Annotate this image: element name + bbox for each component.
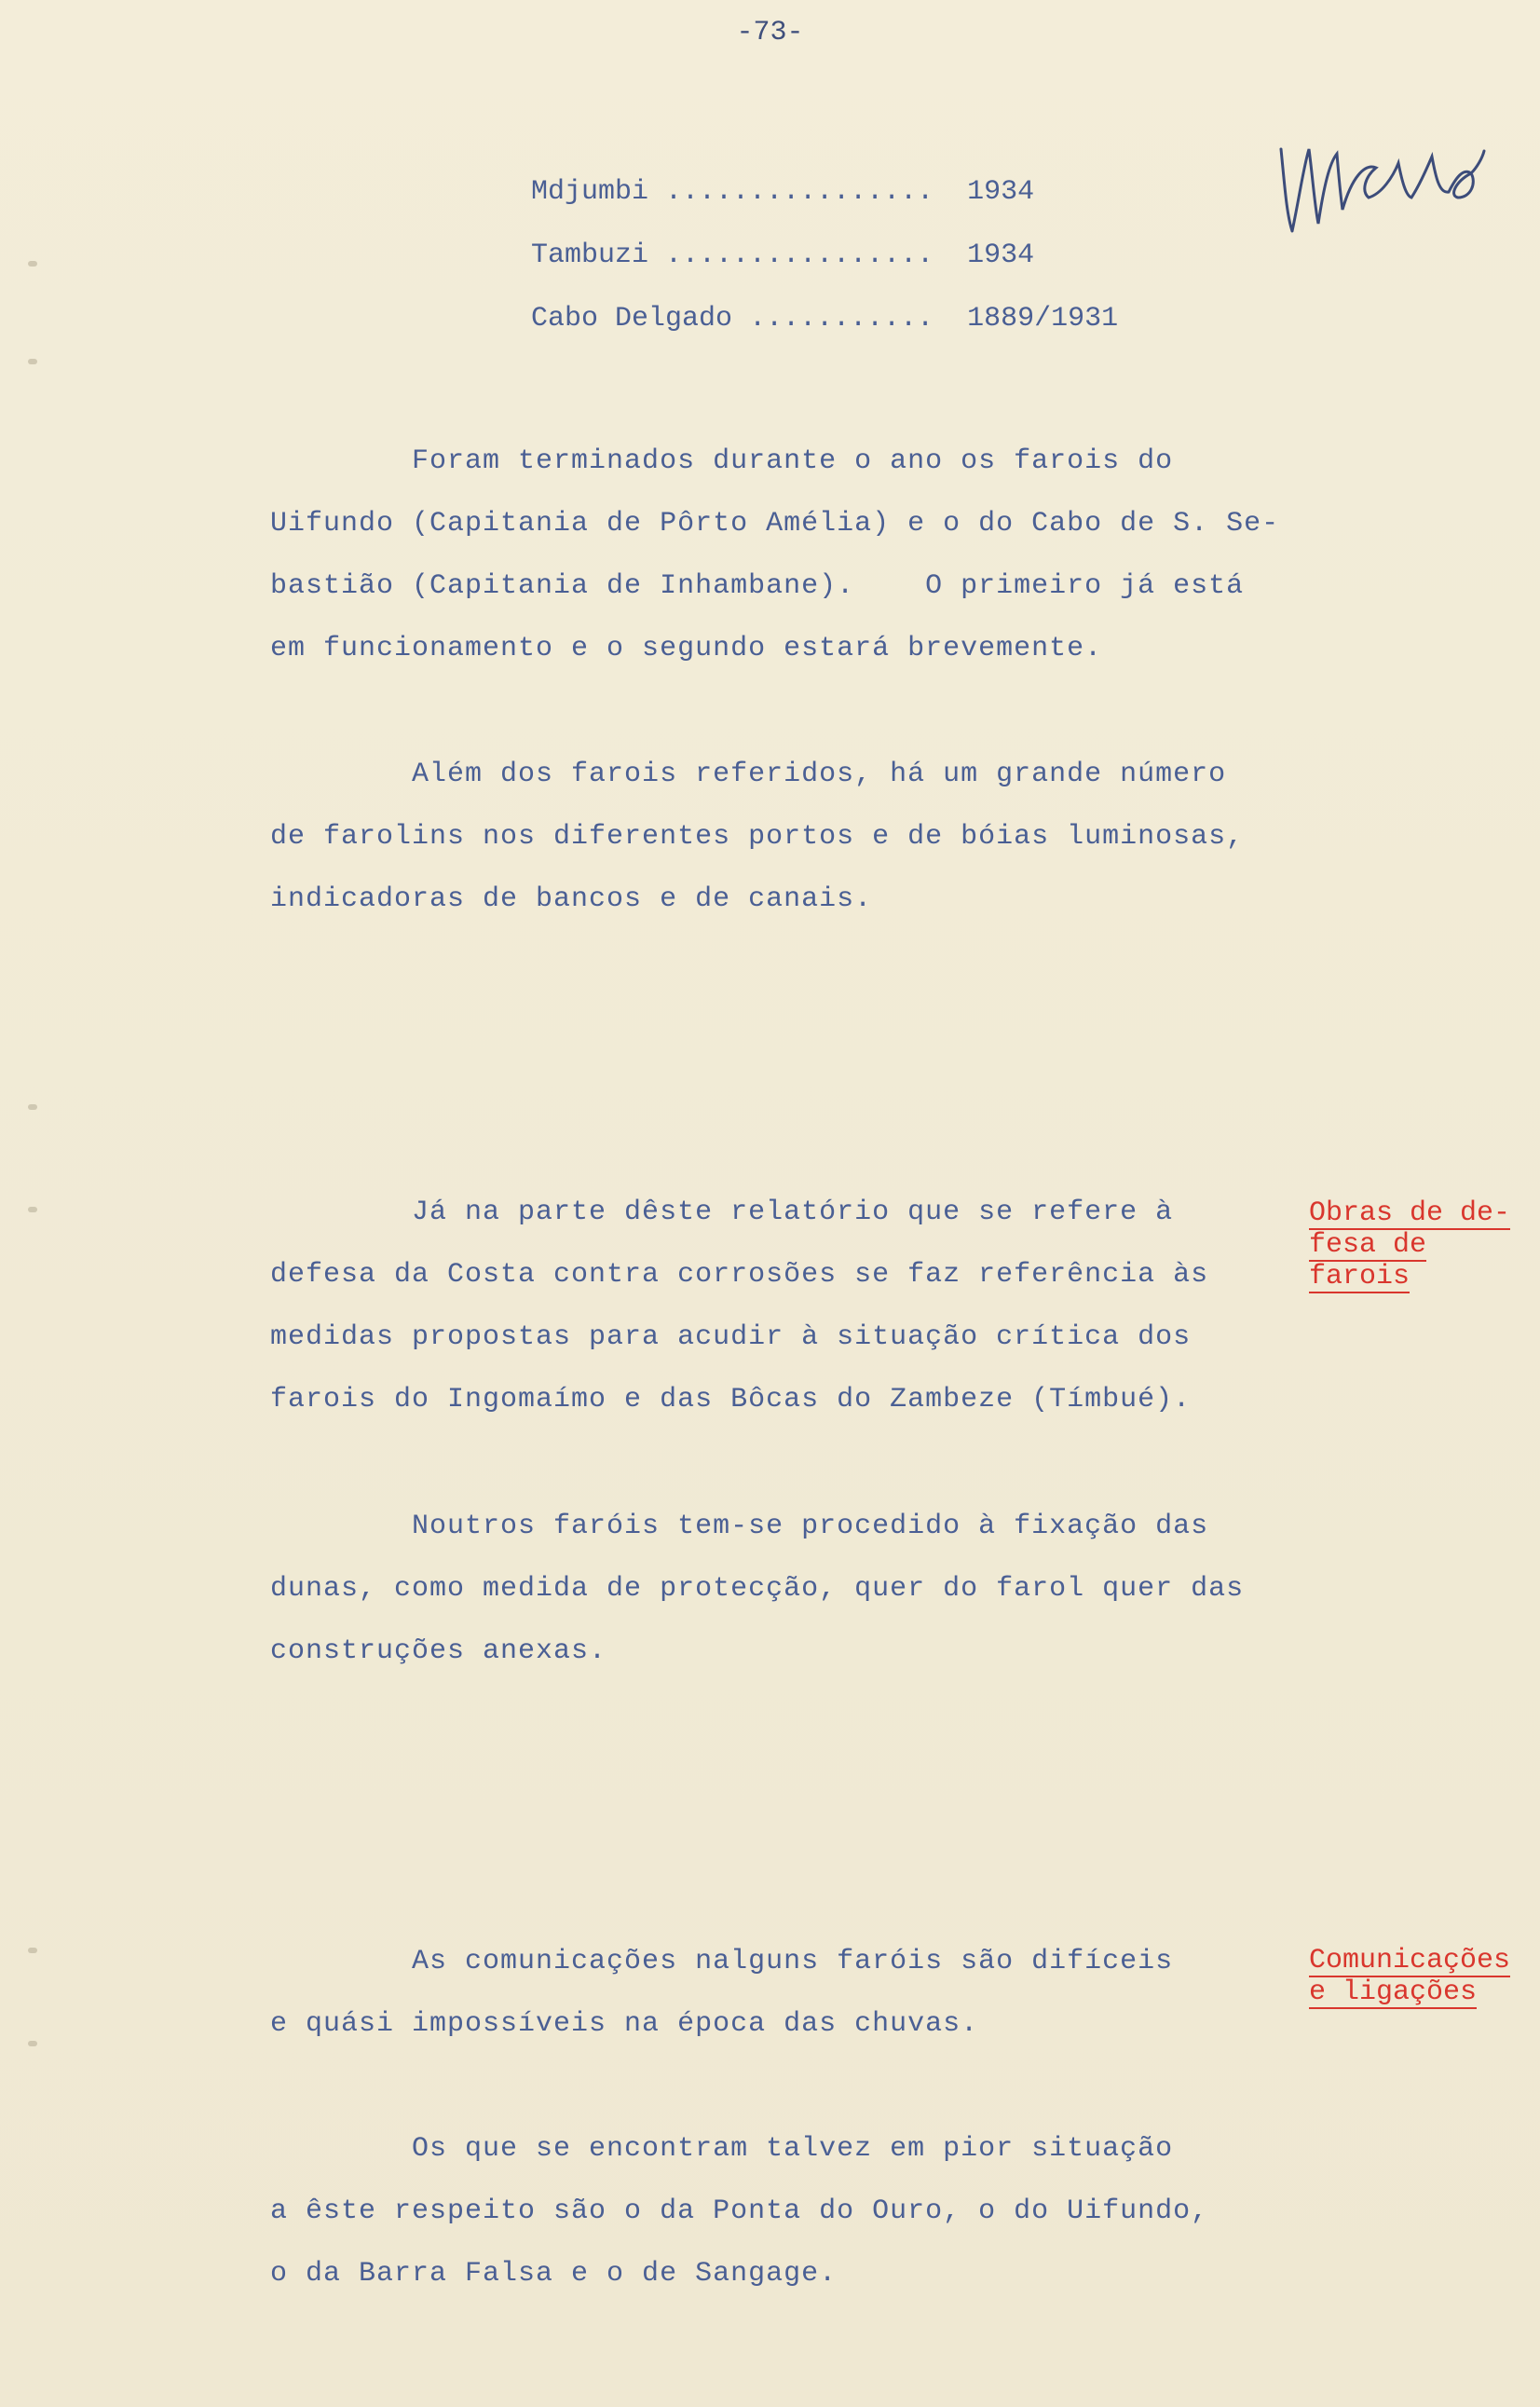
punch-mark — [28, 261, 37, 267]
punch-mark — [28, 2041, 37, 2046]
text-line: Noutros faróis tem-se procedido à fixação das — [270, 1511, 1209, 1542]
list-item — [531, 224, 1118, 287]
margin-note-line: e ligações — [1309, 1976, 1478, 2008]
lighthouse-year: 1889/1931 — [967, 303, 1119, 335]
paragraph-coast-defense — [270, 1182, 1332, 1431]
text-line: Além dos farois referidos, há um grande número — [270, 759, 1227, 790]
text-line: indicadoras de bancos e de canais. — [270, 883, 873, 915]
margin-note-line: farois — [1309, 1261, 1411, 1292]
text-line: e quási impossíveis na época das chuvas. — [270, 2008, 979, 2040]
lighthouse-name: Mdjumbi — [531, 176, 649, 208]
margin-note-defense-works — [1309, 1198, 1510, 1293]
text-line: Já na parte dêste relatório que se refere à — [270, 1197, 1174, 1228]
text-line: medidas propostas para acudir à situação crítica dos — [270, 1321, 1192, 1353]
text-line: farois do Ingomaímo e das Bôcas do Zambeze (Tímbué). — [270, 1384, 1192, 1415]
text-line: defesa da Costa contra corrosões se faz referência às — [270, 1259, 1209, 1291]
text-line: de farolins nos diferentes portos e de bóias luminosas, — [270, 821, 1245, 853]
paragraph-communications — [270, 1931, 1332, 2056]
lighthouse-name: Cabo Delgado — [531, 303, 733, 335]
margin-note-line: Obras de de- — [1309, 1197, 1511, 1229]
margin-note-communications — [1309, 1946, 1510, 2009]
leader-dots: ........... — [749, 303, 934, 335]
handwritten-signature — [1272, 112, 1486, 242]
punch-mark — [28, 359, 37, 364]
text-line: Uifundo (Capitania de Pôrto Amélia) e o do Cabo de S. Se- — [270, 508, 1280, 540]
leader-dots: ................ — [665, 239, 934, 271]
leader-dots: ................ — [665, 176, 934, 208]
text-line: em funcionamento e o segundo estará brevemente. — [270, 633, 1103, 664]
list-item — [531, 160, 1118, 224]
lighthouse-list — [531, 160, 1118, 350]
text-line: o da Barra Falsa e o de Sangage. — [270, 2258, 838, 2290]
punch-mark — [28, 1207, 37, 1212]
lighthouse-year: 1934 — [967, 176, 1035, 208]
margin-note-line: Comunicações — [1309, 1945, 1511, 1976]
paragraph-lighthouses-finished — [270, 431, 1332, 680]
page-number: -73- — [736, 17, 804, 48]
text-line: Os que se encontram talvez em pior situação — [270, 2133, 1174, 2165]
paragraph-worst-situation — [270, 2118, 1332, 2305]
text-line: a êste respeito são o da Ponta do Ouro, o do Uifundo, — [270, 2195, 1209, 2227]
punch-mark — [28, 1104, 37, 1110]
text-line: dunas, como medida de protecção, quer do farol quer das — [270, 1573, 1245, 1605]
lighthouse-name: Tambuzi — [531, 239, 649, 271]
punch-mark — [28, 1948, 37, 1953]
lighthouse-year: 1934 — [967, 239, 1035, 271]
text-line: bastião (Capitania de Inhambane). O primeiro já está — [270, 570, 1245, 602]
text-line: construções anexas. — [270, 1635, 607, 1667]
paragraph-farolins — [270, 744, 1332, 931]
text-line: As comunicações nalguns faróis são difíceis — [270, 1946, 1174, 1977]
margin-note-line: fesa de — [1309, 1229, 1427, 1261]
paragraph-dunes — [270, 1496, 1332, 1683]
text-line: Foram terminados durante o ano os farois do — [270, 445, 1174, 477]
list-item — [531, 287, 1118, 350]
